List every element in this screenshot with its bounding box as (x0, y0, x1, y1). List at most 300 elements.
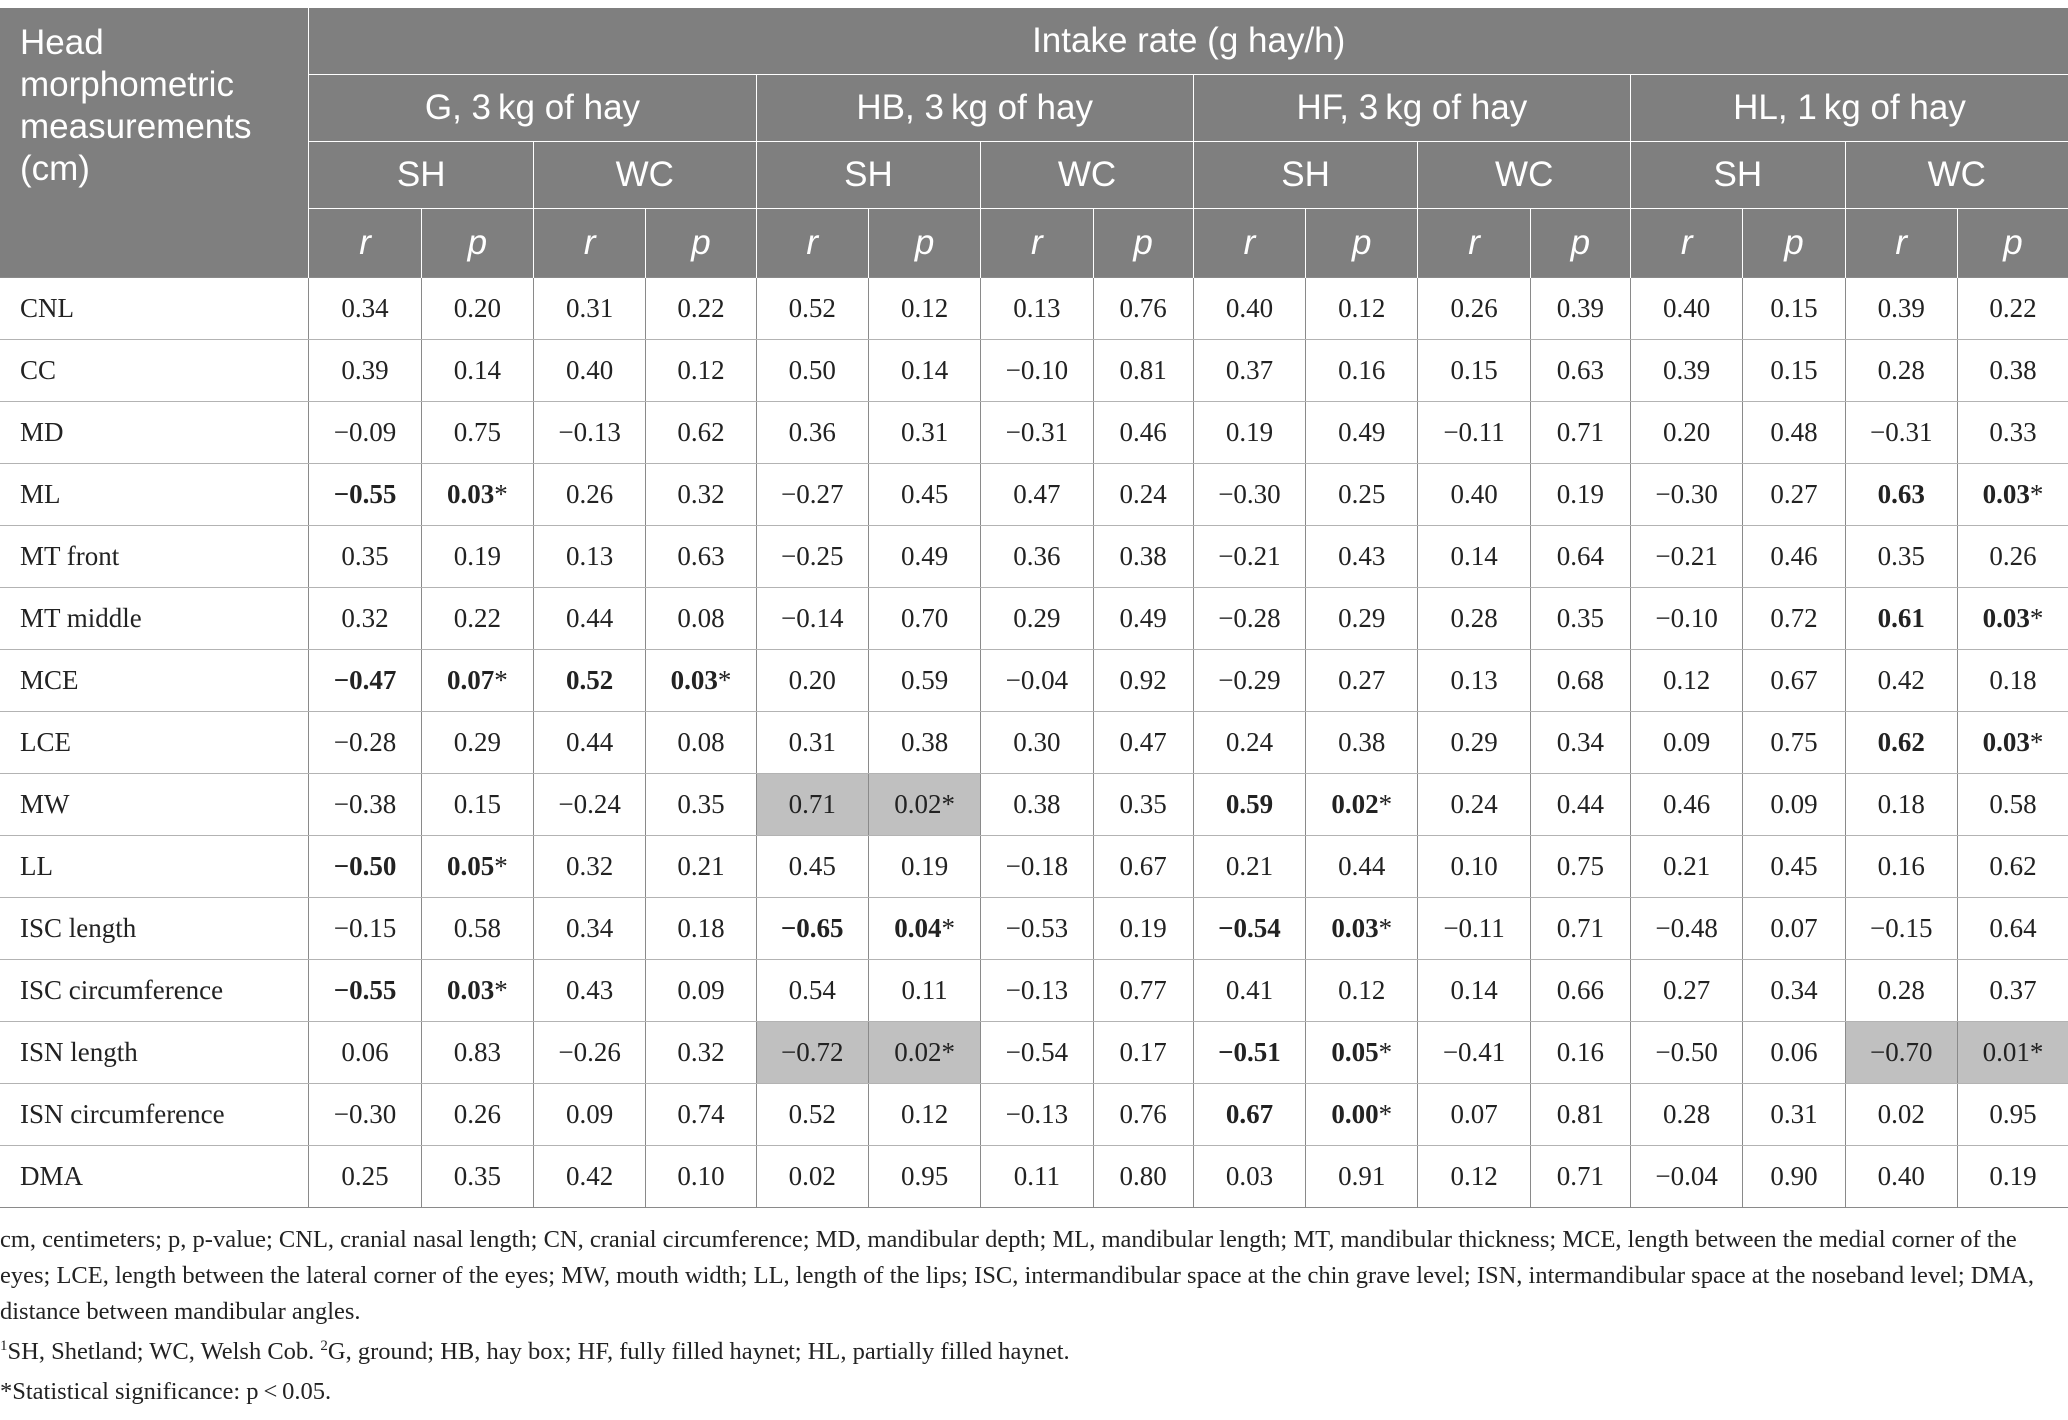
table-cell (981, 960, 1093, 1022)
cell-value: −0.50 (333, 851, 397, 881)
stat-header: r (756, 209, 868, 278)
cell-value: 0.07 (1450, 1099, 1498, 1129)
table-cell (1306, 774, 1418, 836)
table-cell (1631, 650, 1743, 712)
group-header: HF, 3 kg of hay (1193, 75, 1630, 142)
table-cell (533, 960, 645, 1022)
table-cell (1845, 402, 1957, 464)
cell-value: −0.21 (1218, 541, 1281, 571)
table-cell (1418, 774, 1530, 836)
breed-header: SH (1193, 142, 1418, 209)
table-cell (421, 712, 533, 774)
table-cell (421, 898, 533, 960)
row-label: ISC circumference (0, 960, 309, 1022)
cell-value: 0.35 (1877, 541, 1925, 571)
table-cell (981, 1022, 1093, 1084)
cell-value: 0.75 (1556, 851, 1604, 881)
cell-value: 0.06 (1770, 1037, 1818, 1067)
table-cell (1845, 588, 1957, 650)
cell-value: 0.28 (1450, 603, 1498, 633)
cell-value: 0.37 (1225, 355, 1274, 385)
cell-value: 0.29 (1338, 603, 1386, 633)
cell-value: 0.40 (1663, 293, 1711, 323)
cell-value: 0.13 (1450, 665, 1498, 695)
cell-value: 0.46 (1119, 417, 1167, 447)
table-cell (1093, 774, 1193, 836)
cell-value: 0.14 (453, 355, 501, 385)
table-cell (1093, 588, 1193, 650)
table-cell (981, 1084, 1093, 1146)
table-cell (1957, 588, 2068, 650)
table-cell (1093, 526, 1193, 588)
cell-value: 0.92 (1119, 665, 1167, 695)
cell-value: −0.72 (781, 1037, 844, 1067)
cell-value: 0.21 (1225, 851, 1274, 881)
cell-value: −0.51 (1218, 1037, 1281, 1067)
table-cell (1418, 464, 1530, 526)
table-cell (1957, 1146, 2068, 1208)
significance-marker: * (494, 665, 508, 695)
table-cell (1743, 1146, 1845, 1208)
significance-marker: * (941, 789, 955, 819)
table-cell (1743, 1022, 1845, 1084)
table-cell (981, 774, 1093, 836)
table-cell (533, 836, 645, 898)
table-cell (1418, 1146, 1530, 1208)
table-cell (1631, 1146, 1743, 1208)
cell-value: 0.22 (677, 293, 725, 323)
table-cell (1743, 712, 1845, 774)
table-cell (1631, 526, 1743, 588)
table-cell (1306, 340, 1418, 402)
table-cell (756, 774, 868, 836)
cell-value: 0.54 (788, 975, 836, 1005)
cell-value: 0.24 (1450, 789, 1498, 819)
table-cell (1306, 588, 1418, 650)
table-cell (309, 1084, 421, 1146)
cell-value: 0.35 (1556, 603, 1604, 633)
cell-value: 0.19 (1119, 913, 1167, 943)
cell-value: 0.26 (1989, 541, 2037, 571)
cell-value: 0.00 (1331, 1099, 1379, 1129)
table-cell (1631, 960, 1743, 1022)
breed-header: SH (756, 142, 981, 209)
cell-value: −0.26 (558, 1037, 621, 1067)
cell-value: −0.10 (1005, 355, 1069, 385)
breed-header: WC (1418, 142, 1631, 209)
table-cell (1418, 526, 1530, 588)
table-cell (1418, 340, 1530, 402)
table-cell (1743, 650, 1845, 712)
table-cell (756, 402, 868, 464)
table-cell (1193, 1022, 1305, 1084)
table-cell (533, 898, 645, 960)
stat-header: p (868, 209, 980, 278)
cell-value: 0.41 (1225, 975, 1274, 1005)
cell-value: −0.31 (1005, 417, 1069, 447)
table-cell (533, 774, 645, 836)
table-cell (756, 526, 868, 588)
cell-value: 0.04 (894, 913, 942, 943)
table-cell (1418, 278, 1530, 340)
table-cell (1845, 712, 1957, 774)
cell-value: 0.38 (1338, 727, 1386, 757)
cell-value: −0.28 (333, 727, 397, 757)
stat-header: r (309, 209, 421, 278)
stat-header: r (1193, 209, 1305, 278)
cell-value: 0.01 (1982, 1037, 2030, 1067)
table-cell (868, 712, 980, 774)
cell-value: 0.16 (1338, 355, 1386, 385)
cell-value: 0.40 (1225, 293, 1274, 323)
cell-value: 0.31 (900, 417, 949, 447)
table-cell (533, 464, 645, 526)
cell-value: 0.09 (566, 1099, 614, 1129)
cell-value: 0.29 (1013, 603, 1061, 633)
cell-value: 0.36 (788, 417, 836, 447)
cell-value: −0.48 (1655, 913, 1718, 943)
table-cell (981, 278, 1093, 340)
cell-value: 0.11 (1013, 1161, 1060, 1191)
cell-value: 0.35 (1119, 789, 1167, 819)
table-row (0, 526, 2068, 588)
cell-value: 0.30 (1013, 727, 1061, 757)
table-cell (309, 960, 421, 1022)
table-cell (421, 588, 533, 650)
table-cell (1306, 650, 1418, 712)
cell-value: 0.63 (1877, 479, 1925, 509)
cell-value: 0.08 (677, 603, 725, 633)
cell-value: 0.12 (1338, 293, 1386, 323)
table-cell (1530, 588, 1630, 650)
table-cell (1306, 1146, 1418, 1208)
cell-value: 0.02 (788, 1161, 836, 1191)
cell-value: 0.32 (566, 851, 614, 881)
cell-value: 0.14 (1450, 975, 1498, 1005)
table-cell (1306, 464, 1418, 526)
table-cell (981, 898, 1093, 960)
cell-value: 0.44 (1338, 851, 1386, 881)
cell-value: −0.55 (333, 479, 397, 509)
cell-value: 0.10 (677, 1161, 725, 1191)
table-cell (868, 526, 980, 588)
significance-marker: * (1378, 913, 1393, 943)
table-cell (1631, 402, 1743, 464)
table-cell (421, 960, 533, 1022)
cell-value: 0.31 (1770, 1099, 1818, 1129)
table-header (0, 8, 2068, 278)
cell-value: 0.67 (1770, 665, 1818, 695)
cell-value: −0.50 (1655, 1037, 1718, 1067)
table-cell (1418, 960, 1530, 1022)
table-cell (1743, 836, 1845, 898)
cell-value: 0.25 (1338, 479, 1386, 509)
cell-value: 0.71 (1556, 913, 1604, 943)
cell-value: 0.90 (1770, 1161, 1818, 1191)
table-row (0, 464, 2068, 526)
table-cell (646, 1146, 756, 1208)
cell-value: 0.68 (1556, 665, 1604, 695)
table-cell (309, 464, 421, 526)
table-cell (1530, 960, 1630, 1022)
cell-value: 0.81 (1556, 1099, 1604, 1129)
table-cell (1845, 650, 1957, 712)
table-cell (533, 1146, 645, 1208)
cell-value: 0.62 (1989, 851, 2037, 881)
stat-header: r (1845, 209, 1957, 278)
table-cell (868, 588, 980, 650)
table-cell (1093, 898, 1193, 960)
table-cell (1743, 402, 1845, 464)
table-cell (756, 464, 868, 526)
cell-value: 0.47 (1119, 727, 1167, 757)
significance-marker: * (2029, 727, 2044, 757)
cell-value: 0.29 (453, 727, 501, 757)
cell-value: 0.24 (1225, 727, 1274, 757)
row-label: LL (0, 836, 309, 898)
table-cell (1193, 960, 1305, 1022)
table-cell (1193, 526, 1305, 588)
cell-value: 0.44 (566, 603, 614, 633)
cell-value: 0.77 (1119, 975, 1167, 1005)
cell-value: −0.10 (1655, 603, 1718, 633)
row-label: ISC length (0, 898, 309, 960)
cell-value: 0.21 (1663, 851, 1711, 881)
table-cell (309, 278, 421, 340)
cell-value: 0.12 (677, 355, 725, 385)
table-cell (1631, 836, 1743, 898)
stat-header: p (1957, 209, 2068, 278)
cell-value: 0.18 (1989, 665, 2037, 695)
table-cell (1530, 774, 1630, 836)
stat-header: r (1418, 209, 1530, 278)
table-cell (1093, 278, 1193, 340)
cell-value: 0.45 (788, 851, 836, 881)
table-cell (1530, 278, 1630, 340)
cell-value: 0.45 (900, 479, 949, 509)
cell-value: 0.37 (1989, 975, 2037, 1005)
table-cell (309, 650, 421, 712)
table-cell (1743, 526, 1845, 588)
cell-value: 0.07 (446, 665, 495, 695)
cell-value: 0.43 (566, 975, 614, 1005)
cell-value: −0.15 (333, 913, 397, 943)
stat-header: p (1530, 209, 1630, 278)
cell-value: 0.11 (901, 975, 948, 1005)
table-cell (533, 712, 645, 774)
table-cell (868, 402, 980, 464)
cell-value: −0.38 (333, 789, 397, 819)
cell-value: 0.08 (677, 727, 725, 757)
table-cell (1306, 712, 1418, 774)
table-cell (1957, 774, 2068, 836)
cell-value: 0.03 (1331, 913, 1379, 943)
table-cell (646, 960, 756, 1022)
cell-value: −0.41 (1442, 1037, 1506, 1067)
table-container (0, 8, 2068, 1208)
table-row (0, 1146, 2068, 1208)
row-label: MCE (0, 650, 309, 712)
cell-value: 0.95 (1989, 1099, 2037, 1129)
table-cell (1530, 712, 1630, 774)
table-cell (1093, 650, 1193, 712)
table-cell (1530, 898, 1630, 960)
table-cell (1743, 960, 1845, 1022)
table-cell (533, 340, 645, 402)
cell-value: 0.19 (1225, 417, 1274, 447)
cell-value: 0.34 (1556, 727, 1604, 757)
cell-value: 0.12 (1663, 665, 1711, 695)
table-cell (1957, 712, 2068, 774)
table-cell (309, 340, 421, 402)
table-cell (1530, 340, 1630, 402)
table-cell (421, 774, 533, 836)
table-cell (309, 712, 421, 774)
table-cell (1957, 340, 2068, 402)
cell-value: 0.59 (900, 665, 949, 695)
table-cell (1530, 1084, 1630, 1146)
table-row (0, 774, 2068, 836)
table-cell (756, 960, 868, 1022)
table-cell (1631, 774, 1743, 836)
cell-value: 0.34 (566, 913, 614, 943)
cell-value: 0.74 (677, 1099, 725, 1129)
cell-value: 0.38 (900, 727, 949, 757)
table-row (0, 402, 2068, 464)
row-label: MW (0, 774, 309, 836)
cell-value: −0.54 (1218, 913, 1281, 943)
cell-value: −0.30 (1655, 479, 1718, 509)
cell-value: 0.28 (1663, 1099, 1711, 1129)
table-cell (1093, 960, 1193, 1022)
cell-value: 0.18 (1877, 789, 1925, 819)
table-cell (868, 836, 980, 898)
significance-marker: * (494, 479, 508, 509)
table-cell (1418, 588, 1530, 650)
cell-value: 0.42 (566, 1161, 614, 1191)
breed-header: WC (1845, 142, 2068, 209)
cell-value: 0.24 (1119, 479, 1167, 509)
cell-value: 0.15 (1770, 293, 1818, 323)
table-cell (1845, 836, 1957, 898)
cell-value: 0.39 (1556, 293, 1604, 323)
table-cell (421, 1146, 533, 1208)
table-cell (1631, 1084, 1743, 1146)
table-cell (1093, 1084, 1193, 1146)
cell-value: 0.26 (453, 1099, 501, 1129)
cell-value: −0.13 (1005, 975, 1069, 1005)
table-cell (309, 836, 421, 898)
table-cell (1093, 836, 1193, 898)
table-cell (756, 712, 868, 774)
footnote-significance: *Statistical significance: p < 0.05. (0, 1378, 332, 1405)
cell-value: 0.15 (1770, 355, 1818, 385)
cell-value: 0.07 (1770, 913, 1818, 943)
footnote-mark-2: 2 (320, 1337, 328, 1354)
table-cell (1530, 650, 1630, 712)
table-cell (1093, 464, 1193, 526)
cell-value: 0.44 (1556, 789, 1604, 819)
cell-value: 0.38 (1989, 355, 2037, 385)
table-cell (421, 402, 533, 464)
table-cell (981, 464, 1093, 526)
cell-value: 0.43 (1338, 541, 1386, 571)
cell-value: 0.46 (1770, 541, 1818, 571)
table-cell (1845, 898, 1957, 960)
table-cell (646, 402, 756, 464)
group-header: G, 3 kg of hay (309, 75, 756, 142)
cell-value: 0.67 (1119, 851, 1167, 881)
table-cell (868, 1146, 980, 1208)
table-cell (1845, 774, 1957, 836)
cell-value: 0.46 (1663, 789, 1711, 819)
stat-header: p (1743, 209, 1845, 278)
table-cell (309, 774, 421, 836)
cell-value: 0.66 (1556, 975, 1604, 1005)
table-cell (1957, 1084, 2068, 1146)
table-cell (1418, 402, 1530, 464)
cell-value: 0.64 (1556, 541, 1604, 571)
cell-value: 0.40 (1450, 479, 1498, 509)
cell-value: 0.22 (1989, 293, 2037, 323)
row-label: CC (0, 340, 309, 402)
group-header: HB, 3 kg of hay (756, 75, 1193, 142)
table-cell (1845, 1084, 1957, 1146)
table-cell (1306, 898, 1418, 960)
table-cell (1743, 464, 1845, 526)
cell-value: 0.76 (1119, 1099, 1167, 1129)
cell-value: 0.83 (453, 1037, 501, 1067)
table-cell (868, 898, 980, 960)
cell-value: −0.15 (1870, 913, 1933, 943)
table-row (0, 278, 2068, 340)
table-title: Intake rate (g hay/h) (309, 8, 2068, 75)
table-cell (646, 712, 756, 774)
table-cell (868, 1084, 980, 1146)
cell-value: 0.38 (1119, 541, 1167, 571)
cell-value: 0.13 (1013, 293, 1061, 323)
table-cell (1845, 278, 1957, 340)
row-label: ISN length (0, 1022, 309, 1084)
table-cell (1418, 650, 1530, 712)
cell-value: 0.20 (453, 293, 501, 323)
table-cell (981, 588, 1093, 650)
table-cell (533, 1084, 645, 1146)
table-cell (421, 526, 533, 588)
table-cell (421, 278, 533, 340)
cell-value: 0.20 (1663, 417, 1711, 447)
table-cell (756, 1146, 868, 1208)
cell-value: 0.32 (677, 479, 725, 509)
cell-value: 0.81 (1119, 355, 1167, 385)
footnote-mark-1: 1 (0, 1337, 8, 1354)
cell-value: 0.32 (677, 1037, 725, 1067)
cell-value: 0.29 (1450, 727, 1498, 757)
cell-value: 0.75 (1770, 727, 1818, 757)
table-cell (1418, 1022, 1530, 1084)
cell-value: −0.11 (1443, 913, 1505, 943)
cell-value: −0.13 (1005, 1099, 1069, 1129)
row-label: LCE (0, 712, 309, 774)
cell-value: 0.09 (677, 975, 725, 1005)
table-cell (1193, 774, 1305, 836)
table-cell (756, 836, 868, 898)
table-cell (421, 464, 533, 526)
breed-header: WC (533, 142, 756, 209)
table-cell (533, 278, 645, 340)
table-cell (1957, 464, 2068, 526)
table-cell (1957, 278, 2068, 340)
